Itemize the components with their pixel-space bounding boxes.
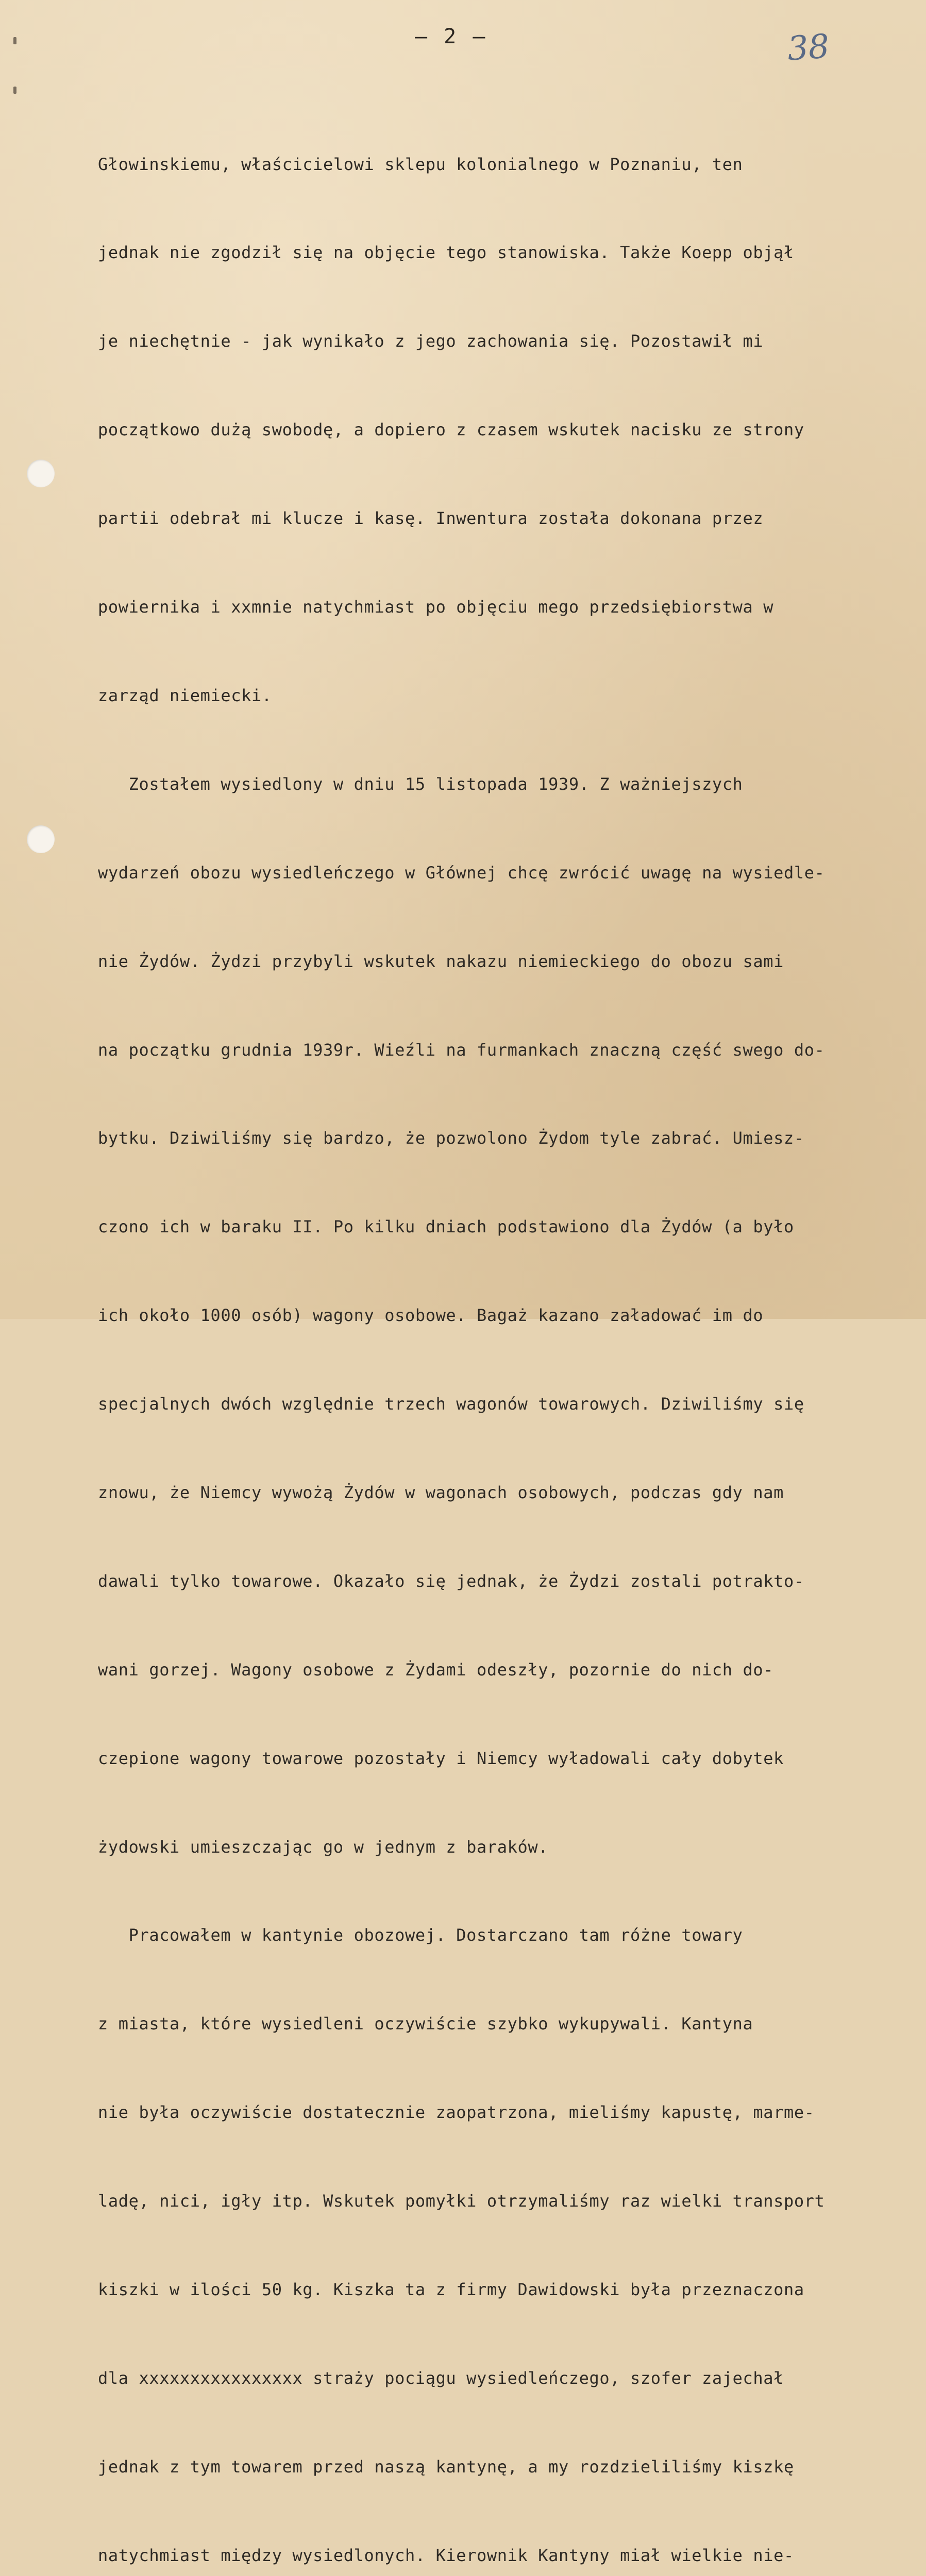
text-line: dla xxxxxxxxxxxxxxxx straży pociągu wysiedleńczego, szofer zajechał (98, 2368, 784, 2388)
text-line: je niechętnie - jak wynikało z jego zachowania się. Pozostawił mi (98, 331, 764, 351)
text-line: Pracowałem w kantynie obozowej. Dostarczano tam różne towary (98, 1925, 743, 1945)
text-line: partii odebrał mi klucze i kasę. Inwentura została dokonana przez (98, 509, 764, 529)
text-line: nie Żydów. Żydzi przybyli wskutek nakazu niemieckiego do obozu sami (98, 951, 784, 971)
text-line: na początku grudnia 1939r. Wieźli na furmankach znaczną część swego do- (98, 1040, 825, 1060)
text-line: jednak nie zgodził się na objęcie tego stanowiska. Także Koepp objął (98, 243, 794, 263)
punch-hole (27, 825, 55, 853)
text-line: wydarzeń obozu wysiedleńczego w Głównej chcę zwrócić uwagę na wysiedle- (98, 862, 825, 883)
text-line: powiernika i xxmnie natychmiast po objęciu mego przedsiębiorstwa w (98, 597, 774, 617)
text-line: czepione wagony towarowe pozostały i Niemcy wyładowali cały dobytek (98, 1748, 784, 1768)
text-line: dawali tylko towarowe. Okazało się jednak, że Żydzi zostali potrakto- (98, 1571, 804, 1591)
text-line: Zostałem wysiedlony w dniu 15 listopada 1939. Z ważniejszych (98, 774, 743, 794)
text-line: nie była oczywiście dostatecznie zaopatrzona, mieliśmy kapustę, marme- (98, 2103, 815, 2123)
page-number: – 2 – (415, 25, 487, 48)
text-line: z miasta, które wysiedleni oczywiście szybko wykupywali. Kantyna (98, 2014, 753, 2034)
edge-mark (13, 37, 16, 44)
text-line: Głowinskiemu, właścicielowi sklepu kolonialnego w Poznaniu, ten (98, 154, 743, 174)
text-line: znowu, że Niemcy wywożą Żydów w wagonach osobowych, podczas gdy nam (98, 1482, 784, 1502)
typewritten-text-body (98, 91, 917, 2576)
text-line: początkowo dużą swobodę, a dopiero z czasem wskutek nacisku ze strony (98, 420, 804, 440)
text-line: ladę, nici, igły itp. Wskutek pomyłki otrzymaliśmy raz wielki transport (98, 2191, 825, 2211)
text-line: zarząd niemiecki. (98, 685, 272, 705)
edge-mark (13, 87, 16, 94)
text-line: czono ich w baraku II. Po kilku dniach podstawiono dla Żydów (a było (98, 1217, 794, 1237)
text-line: specjalnych dwóch względnie trzech wagonów towarowych. Dziwiliśmy się (98, 1394, 804, 1414)
punch-hole (27, 460, 55, 487)
text-line: wani gorzej. Wagony osobowe z Żydami odeszły, pozornie do nich do- (98, 1659, 774, 1680)
text-line: natychmiast między wysiedlonych. Kierownik Kantyny miał wielkie nie- (98, 2545, 794, 2565)
text-line: żydowski umieszczając go w jednym z baraków. (98, 1837, 549, 1857)
text-line: kiszki w ilości 50 kg. Kiszka ta z firmy Dawidowski była przeznaczona (98, 2279, 804, 2299)
archive-number-handwritten: 38 (786, 27, 831, 69)
text-line: bytku. Dziwiliśmy się bardzo, że pozwolono Żydom tyle zabrać. Umiesz- (98, 1128, 804, 1148)
text-line: jednak z tym towarem przed naszą kantynę, a my rozdzieliliśmy kiszkę (98, 2456, 794, 2477)
text-line: ich około 1000 osób) wagony osobowe. Bagaż kazano załadować im do (98, 1306, 764, 1326)
